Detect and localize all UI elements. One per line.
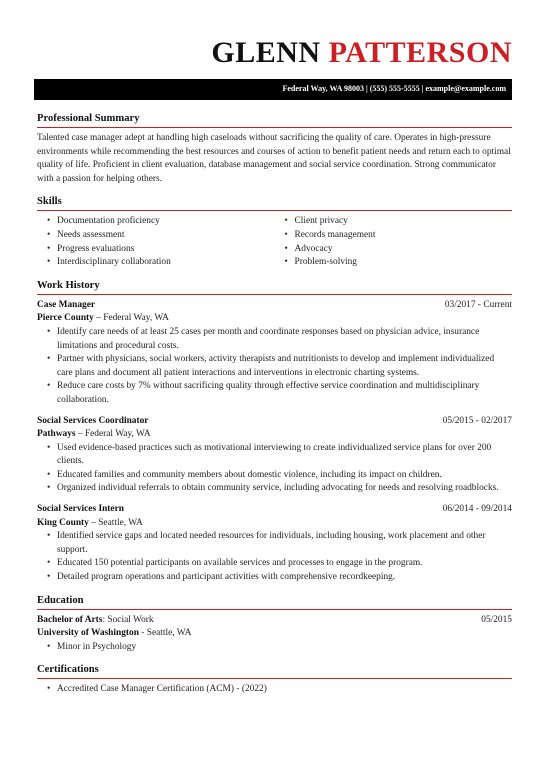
- section-title: Professional Summary: [37, 113, 140, 124]
- skill-item: • Needs assessment: [37, 229, 275, 243]
- company-name: King County: [37, 517, 89, 528]
- skills-list: [37, 215, 512, 269]
- section-divider: [37, 127, 512, 128]
- skill-item: • Interdisciplinary collaboration: [37, 256, 275, 270]
- certification-list: [37, 683, 512, 697]
- graduation-date: 05/2015: [481, 614, 512, 625]
- resume-content: [37, 112, 512, 706]
- section-divider: [37, 210, 512, 211]
- job-bullet: • Organized individual referrals to obtain community service, including advocating for needs and resolving roadblocks.: [37, 482, 512, 496]
- job-bullet: • Identified service gaps and located needed resources for individuals, including housing, work placement and other support.: [37, 530, 512, 557]
- job-entry: [37, 415, 512, 497]
- summary-section: [37, 112, 512, 186]
- job-bullet: • Used evidence-based practices such as motivational interviewing to create individualized service plans for over 200 clients.: [37, 442, 512, 469]
- section-title: Skills: [37, 196, 62, 208]
- company-location: – Seattle, WA: [88, 517, 143, 528]
- job-bullets: [37, 326, 512, 408]
- job-bullet: • Partner with physicians, social workers, activity therapists and nutritionists to develop and implement individualized care plans and document all patient interactions and interventions in electronic charting systems.: [37, 353, 512, 380]
- education-section: [37, 594, 512, 655]
- section-title: Education: [37, 594, 84, 606]
- job-bullet: • Educated families and community members about domestic violence, including its impact on children.: [37, 469, 512, 483]
- job-bullet: • Reduce care costs by 7% without sacrificing quality through effective service coordination and multidisciplinary collaboration.: [37, 380, 512, 407]
- first-name: GLENN: [211, 36, 321, 69]
- summary-text: Talented case manager adept at handling high caseloads without sacrificing the quality of care. Operates in high-pressure environments while recommending the best resources and courses of action to benefit patient needs and return each to optimal quality of life. Proficient in client evaluation, database management and social service coordination. Strong communicator with a passion for helping others.: [37, 133, 511, 184]
- skill-item: • Documentation proficiency: [37, 215, 275, 229]
- company-name: Pathways: [37, 429, 76, 440]
- job-bullet: • Detailed program operations and participant activities with comprehensive recordkeeping.: [37, 571, 512, 585]
- section-divider: [37, 294, 512, 295]
- job-bullet: • Educated 150 potential participants on available services and processes to engage in the program.: [37, 557, 512, 571]
- degree: Bachelor of Arts: [37, 614, 103, 625]
- job-title: Social Services Coordinator: [37, 415, 149, 426]
- skills-column-right: [275, 215, 513, 269]
- contact-info: Federal Way, WA 98003 | (555) 555-5555 | example@example.com: [282, 84, 506, 93]
- job-dates: 06/2014 - 09/2014: [442, 504, 512, 515]
- education-bullets: [37, 641, 512, 655]
- certification-item: • Accredited Case Manager Certification (ACM) - (2022): [37, 683, 512, 697]
- job-title: Case Manager: [37, 299, 96, 310]
- job-bullets: [37, 442, 512, 496]
- skills-column-left: [37, 215, 275, 269]
- contact-bar: [34, 79, 512, 100]
- job-title: Social Services Intern: [37, 504, 124, 515]
- job-dates: 03/2017 - Current: [444, 299, 512, 310]
- candidate-name: [211, 38, 512, 68]
- section-title: Certifications: [37, 664, 99, 676]
- section-divider: [37, 609, 512, 610]
- skills-section: [37, 195, 512, 269]
- section-title: Work History: [37, 279, 100, 291]
- job-entry: [37, 503, 512, 585]
- last-name: PATTERSON: [328, 36, 512, 69]
- work-history-section: [37, 279, 512, 585]
- job-bullet: • Identify care needs of at least 25 cases per month and coordinate responses based on physician advice, insurance limitations and procedural costs.: [37, 326, 512, 353]
- school-name: University of Washington: [37, 628, 139, 639]
- certifications-section: [37, 663, 512, 697]
- skill-item: • Progress evaluations: [37, 243, 275, 257]
- company-location: – Federal Way, WA: [93, 313, 169, 324]
- skill-item: • Advocacy: [275, 243, 513, 257]
- degree-field: : Social Work: [102, 614, 154, 625]
- job-bullets: [37, 530, 512, 584]
- company-location: – Federal Way, WA: [75, 429, 151, 440]
- education-bullet: • Minor in Psychology: [37, 641, 512, 655]
- skill-item: • Records management: [275, 229, 513, 243]
- job-dates: 05/2015 - 02/2017: [442, 415, 512, 426]
- company-name: Pierce County: [37, 313, 94, 324]
- job-entry: [37, 299, 512, 408]
- section-divider: [37, 678, 512, 679]
- school-location: - Seattle, WA: [138, 628, 192, 639]
- skill-item: • Problem-solving: [275, 256, 513, 270]
- skill-item: • Client privacy: [275, 215, 513, 229]
